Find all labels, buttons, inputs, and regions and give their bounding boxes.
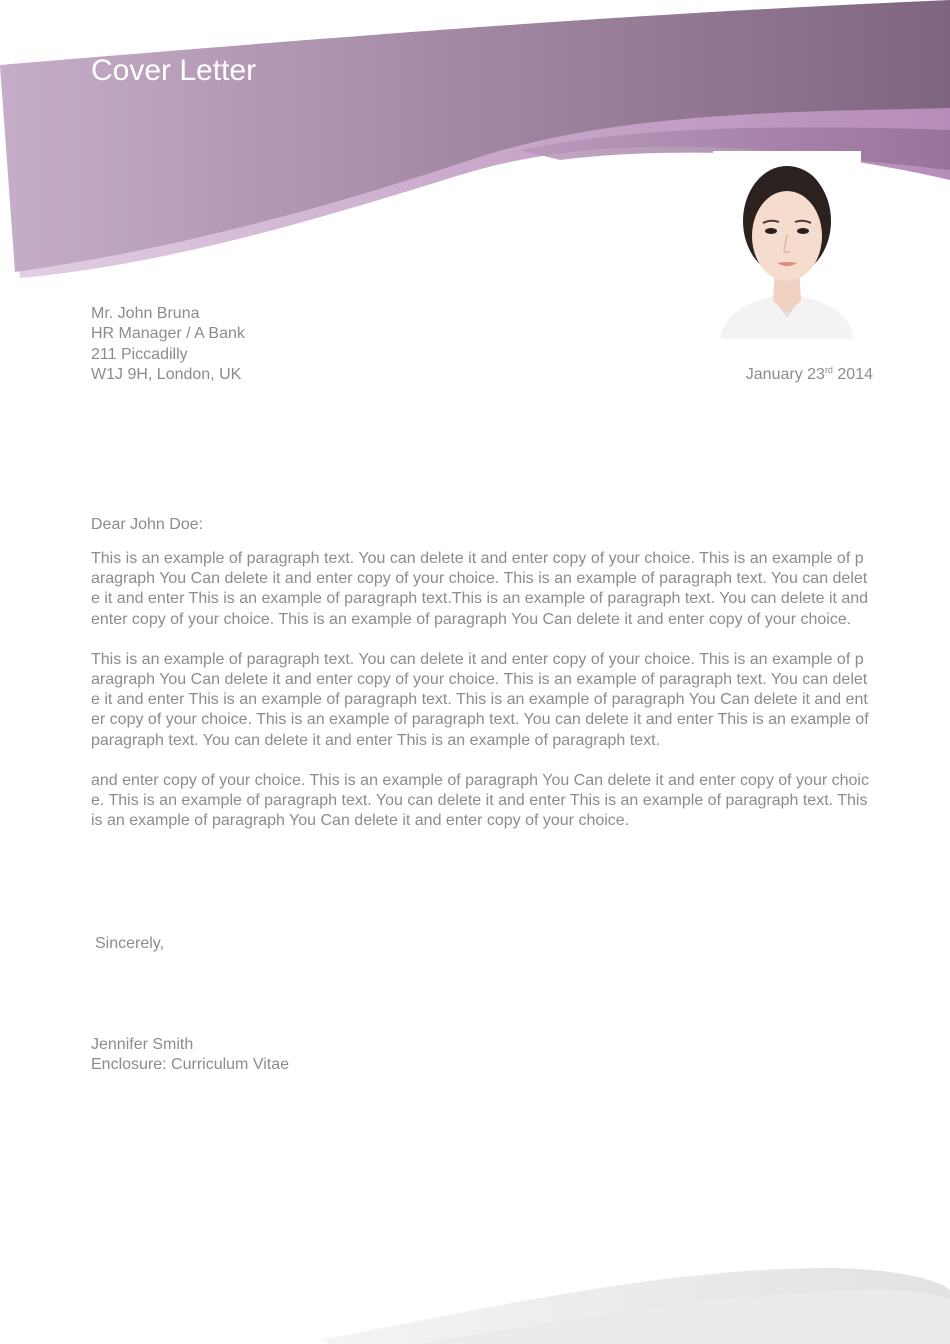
body-paragraph: This is an example of paragraph text. You can delete it and enter copy of your choice. This is an example of paragraph You Can delete it and enter copy of your choice. This is an example of paragraph text. You can delete it and enter This is an example of paragraph text. This is an example of paragraph You Can delete it and enter copy of your choice. This is an example of paragraph text. You can delete it and enter This is an example of paragraph text. You can delete it and enter This is an example of paragraph text.: [91, 650, 869, 749]
date-suffix: rd: [824, 365, 833, 375]
footer-wave: [0, 1250, 950, 1344]
document-title: Cover Letter: [91, 54, 257, 87]
profile-photo: [713, 151, 861, 339]
closing: Sincerely,: [95, 935, 165, 952]
recipient-position: HR Manager / A Bank: [91, 325, 245, 343]
signature-block: [91, 1035, 289, 1076]
recipient-city: W1J 9H, London, UK: [91, 365, 242, 383]
salutation: Dear John Doe:: [91, 516, 204, 533]
recipient-address: [91, 304, 245, 385]
enclosure-note: Enclosure: Curriculum Vitae: [91, 1056, 290, 1074]
recipient-street: 211 Piccadilly: [91, 345, 188, 363]
body-paragraph: and enter copy of your choice. This is an example of paragraph You Can delete it and enter copy of your choice. This is an example of paragraph text. You can delete it and enter This is an example of paragraph text. This is an example of paragraph You Can delete it and enter copy of your choice.: [91, 771, 869, 830]
date-year: 2014: [832, 366, 873, 383]
date-month-day: January 23: [745, 366, 825, 383]
body-paragraph: This is an example of paragraph text. You can delete it and enter copy of your choice. This is an example of paragraph You Can delete it and enter copy of your choice. This is an example of paragraph text. You can delete it and enter This is an example of paragraph text.This is an example of paragraph text. You can delete it and enter copy of your choice. This is an example of paragraph You Can delete it and enter copy of your choice.: [91, 550, 869, 628]
recipient-name: Mr. John Bruna: [91, 305, 200, 322]
letter-body: [91, 549, 871, 851]
signature-name: Jennifer Smith: [91, 1036, 194, 1053]
letter-date: [746, 365, 873, 385]
